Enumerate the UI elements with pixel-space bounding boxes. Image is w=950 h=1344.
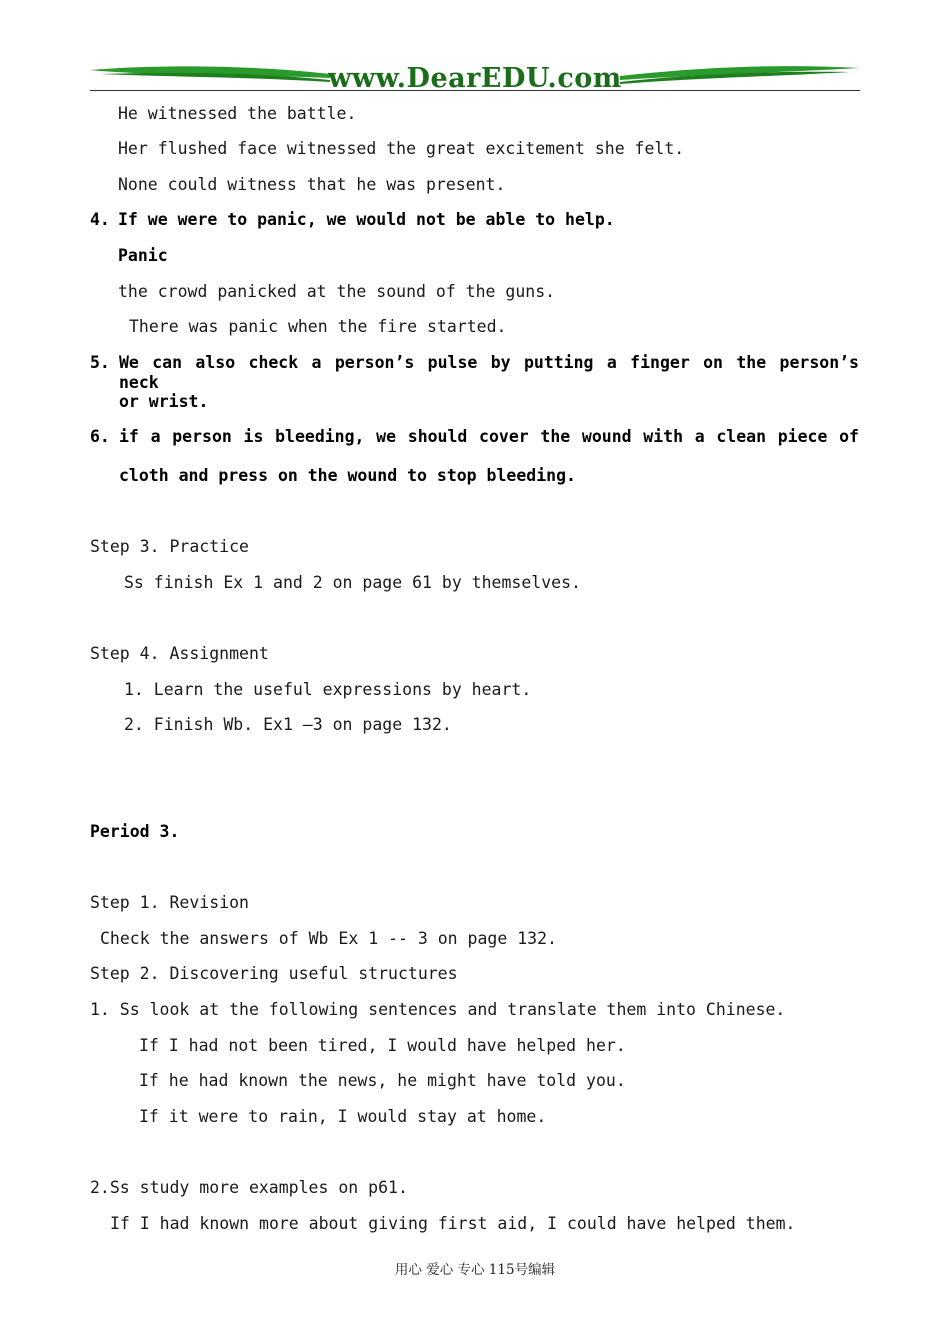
page-footer: 用心 爱心 专心 115号编辑 [394, 1262, 556, 1278]
list-item: 1. Ss look at the following sentences and translate them into Chinese. [90, 1000, 786, 1019]
period-heading: Period 3. [90, 822, 180, 841]
step-heading: Step 4. Assignment [90, 644, 269, 663]
item-number: 4. [90, 210, 110, 229]
text-line: Check the answers of Wb Ex 1 -- 3 on page 132. [100, 929, 557, 948]
text-line: There was panic when the fire started. [129, 317, 507, 336]
site-logo-text: www.DearEDU.com [328, 63, 622, 94]
list-item: 2.Ss study more examples on p61. [90, 1178, 408, 1197]
bold-sentence: or wrist. [119, 392, 209, 411]
text-line: He witnessed the battle. [118, 104, 357, 123]
bold-sentence: cloth and press on the wound to stop bleeding. [119, 466, 576, 485]
header-divider [90, 90, 860, 91]
bold-word: Panic [118, 246, 168, 265]
step-heading: Step 1. Revision [90, 893, 249, 912]
example-sentence: If I had known more about giving first aid, I could have helped them. [110, 1214, 796, 1233]
item-number: 5. [90, 353, 110, 372]
step-heading: Step 2. Discovering useful structures [90, 964, 458, 983]
example-sentence: If he had known the news, he might have told you. [139, 1071, 626, 1090]
bold-sentence: We can also check a person’s pulse by putting a finger on the person’s neck [119, 353, 859, 392]
text-line: None could witness that he was present. [118, 175, 506, 194]
text-line: Ss finish Ex 1 and 2 on page 61 by themselves. [124, 573, 581, 592]
bold-sentence: If we were to panic, we would not be able to help. [118, 210, 615, 229]
text-line: Her flushed face witnessed the great excitement she felt. [118, 139, 685, 158]
example-sentence: If I had not been tired, I would have helped her. [139, 1036, 626, 1055]
list-item: 1. Learn the useful expressions by heart. [124, 680, 532, 699]
step-heading: Step 3. Practice [90, 537, 249, 556]
text-line: the crowd panicked at the sound of the guns. [118, 282, 556, 301]
item-number: 6. [90, 427, 110, 446]
bold-sentence: if a person is bleeding, we should cover the wound with a clean piece of [119, 427, 859, 446]
example-sentence: If it were to rain, I would stay at home. [139, 1107, 547, 1126]
list-item: 2. Finish Wb. Ex1 –3 on page 132. [124, 715, 452, 734]
